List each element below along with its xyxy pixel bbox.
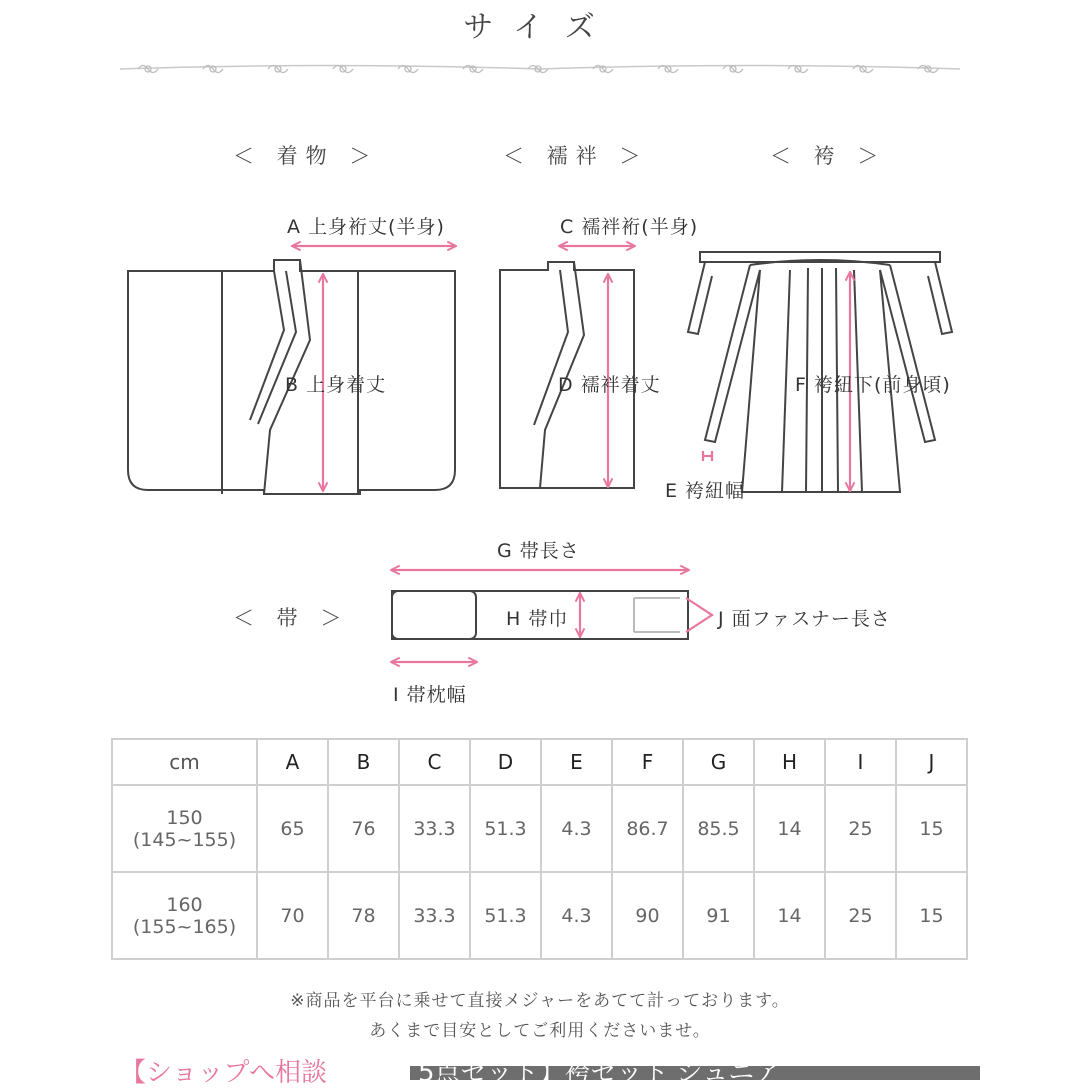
- table-header: H: [754, 739, 825, 785]
- section-label-kimono: ＜ 着物 ＞: [233, 144, 379, 168]
- table-row: [112, 785, 967, 872]
- size-table: [111, 738, 968, 960]
- table-cell: 4.3: [541, 785, 612, 872]
- table-cell: 51.3: [470, 872, 541, 959]
- table-cell: 33.3: [399, 872, 470, 959]
- row-size-label: [112, 785, 257, 872]
- page-title: サイズ: [463, 10, 617, 45]
- table-header-row: [112, 739, 967, 785]
- shop-consult-area[interactable]: [100, 1058, 410, 1088]
- table-cell: 65: [257, 785, 328, 872]
- dim-label-h: H 帯巾: [506, 608, 569, 630]
- table-header: D: [470, 739, 541, 785]
- dim-label-f: F 袴紐下(前身頃): [795, 374, 951, 396]
- table-cell: 14: [754, 872, 825, 959]
- dim-label-j: J 面ファスナー長さ: [718, 608, 891, 630]
- note-line-1: ※商品を平台に乗せて直接メジャーをあてて計っております。: [290, 991, 790, 1011]
- table-cell: 78: [328, 872, 399, 959]
- table-cell: 70: [257, 872, 328, 959]
- dim-label-i: I 帯枕幅: [393, 684, 467, 706]
- table-cell: 25: [825, 785, 896, 872]
- section-label-hakama: ＜ 袴 ＞: [770, 144, 887, 168]
- table-cell: 33.3: [399, 785, 470, 872]
- table-header: B: [328, 739, 399, 785]
- row-size: 160: [166, 893, 203, 916]
- table-cell: 4.3: [541, 872, 612, 959]
- shop-consult-link[interactable]: 【ショップへ相談: [120, 1058, 327, 1088]
- dim-label-b: B 上身着丈: [285, 374, 387, 396]
- dim-label-c: C 襦袢裄(半身): [560, 216, 699, 238]
- dimension-arrows: [293, 246, 850, 662]
- table-cell: 25: [825, 872, 896, 959]
- table-cell: 51.3: [470, 785, 541, 872]
- section-label-obi: ＜ 帯 ＞: [233, 606, 350, 630]
- table-header: C: [399, 739, 470, 785]
- dim-label-a: A 上身裄丈(半身): [287, 216, 445, 238]
- table-cell: 90: [612, 872, 683, 959]
- table-header: E: [541, 739, 612, 785]
- table-header: I: [825, 739, 896, 785]
- note-line-2: あくまで目安としてご利用くださいませ。: [369, 1021, 711, 1041]
- bottom-banner[interactable]: [100, 1058, 980, 1088]
- table-cell: 15: [896, 785, 967, 872]
- table-cell: 76: [328, 785, 399, 872]
- table-header: A: [257, 739, 328, 785]
- table-header: G: [683, 739, 754, 785]
- table-cell: 91: [683, 872, 754, 959]
- table-header: J: [896, 739, 967, 785]
- row-size-label: [112, 872, 257, 959]
- row-size-range: (155~165): [132, 915, 237, 938]
- table-row: [112, 872, 967, 959]
- dim-label-e: E 袴紐幅: [665, 480, 746, 502]
- table-unit: cm: [112, 739, 257, 785]
- table-cell: 15: [896, 872, 967, 959]
- table-header: F: [612, 739, 683, 785]
- dim-label-d: D 襦袢着丈: [558, 374, 661, 396]
- table-cell: 85.5: [683, 785, 754, 872]
- section-label-juban: ＜ 襦袢 ＞: [503, 144, 649, 168]
- dim-label-g: G 帯長さ: [497, 540, 580, 562]
- product-title: 5点セット】袴セット ジュニア: [418, 1058, 781, 1088]
- table-cell: 86.7: [612, 785, 683, 872]
- row-size: 150: [166, 806, 203, 829]
- row-size-range: (145~155): [132, 828, 237, 851]
- table-cell: 14: [754, 785, 825, 872]
